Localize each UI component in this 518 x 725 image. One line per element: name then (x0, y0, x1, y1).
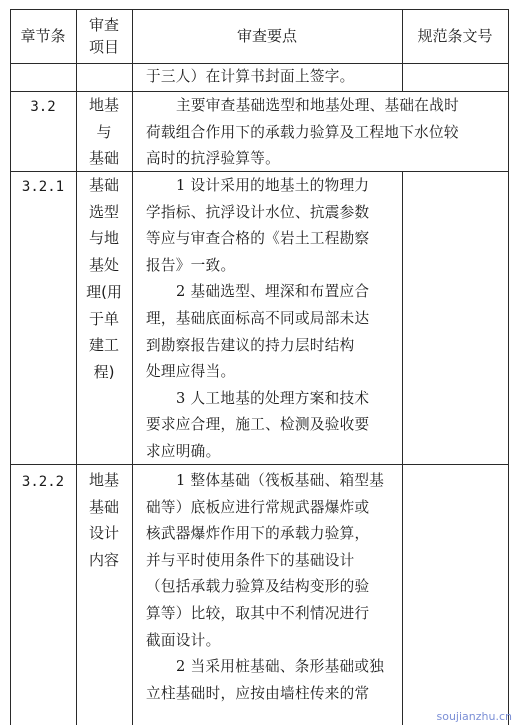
review-points-text (146, 468, 401, 707)
text-line: 荷载组合作用下的承载力验算及工程地下水位较 (146, 123, 459, 141)
item-line: 基础 (88, 149, 119, 167)
item-line: 基处 (88, 256, 119, 275)
text-line: 要求应合理，施工、检测及验收要 (146, 416, 370, 434)
review-item (76, 92, 132, 172)
text-line: 到勘察报告建议的持力层时结构 (146, 336, 355, 354)
header-item-line: 审查 (88, 16, 119, 34)
header-code-clause: 规范条文号 (417, 27, 493, 45)
chapter-number: 3.2 (30, 99, 56, 115)
item-line: 基础 (88, 176, 119, 194)
text-line: 1 设计采用的地基土的物理力 (176, 177, 370, 194)
header-chapter: 章节条 (20, 27, 66, 45)
text-line: 截面设计。 (146, 631, 221, 649)
chapter-number: 3.2.2 (21, 474, 65, 490)
item-line: 建工 (88, 336, 119, 355)
review-points-text (146, 93, 506, 173)
text-line: 并与平时使用条件下的基础设计 (146, 551, 355, 569)
item-line: 于单 (88, 309, 119, 328)
text-line: 处理应得当。 (146, 363, 236, 381)
review-item (76, 467, 132, 573)
text-line: 础等）底板应进行常规武器爆炸或 (146, 498, 370, 516)
review-item (76, 172, 132, 386)
continuation-text (146, 64, 401, 91)
item-line: 设计 (88, 524, 119, 542)
text-line: 2 当采用桩基础、条形基础或独 (176, 658, 385, 676)
text-line: 3 人工地基的处理方案和技术 (176, 389, 370, 407)
header-review-points: 审查要点 (236, 27, 297, 45)
item-line: 理(用 (86, 282, 122, 301)
site-watermark: soujianzhu.cn (436, 710, 512, 723)
item-line: 地基 (88, 471, 119, 489)
text-line: 算等）比较，取其中不利情况进行 (146, 604, 370, 622)
item-line: 与地 (88, 229, 119, 248)
text-line: 求应明确。 (146, 442, 221, 460)
text-line: 核武器爆炸作用下的承载力验算， (146, 525, 370, 543)
text-line: 1 整体基础（筏板基础、箱型基 (176, 472, 385, 489)
text-line: 于三人）在计算书封面上签字。 (146, 68, 355, 85)
item-line: 与 (96, 122, 112, 141)
item-line: 选型 (88, 202, 119, 221)
review-points-text (146, 173, 401, 466)
item-line: 内容 (88, 550, 119, 569)
text-line: 等应与审查合格的《岩土工程勘察 (146, 230, 370, 248)
col-line (10, 9, 11, 725)
text-line: 报告》一致。 (146, 256, 236, 274)
chapter-number: 3.2.1 (21, 179, 65, 195)
header-item-line: 项目 (88, 38, 119, 56)
header-item (76, 14, 132, 62)
text-line: 学指标、抗浮设计水位、抗震参数 (146, 203, 370, 221)
text-line: （包括承载力验算及结构变形的验 (146, 578, 370, 596)
text-line: 立柱基础时，应按由墙柱传来的常 (146, 684, 370, 702)
item-line: 基础 (88, 497, 119, 516)
review-table (10, 9, 509, 725)
col-line (132, 9, 133, 725)
item-line: 地基 (88, 96, 119, 114)
text-line: 2 基础选型、埋深和布置应合 (176, 283, 370, 301)
text-line: 高时的抗浮验算等。 (146, 150, 281, 168)
text-line: 主要审查基础选型和地基处理、基础在战时 (176, 97, 459, 114)
item-line: 程) (93, 362, 115, 381)
col-line (508, 9, 509, 725)
text-line: 理，基础底面标高不同或局部未达 (146, 309, 370, 327)
col-line-clause-bottom (402, 171, 403, 725)
